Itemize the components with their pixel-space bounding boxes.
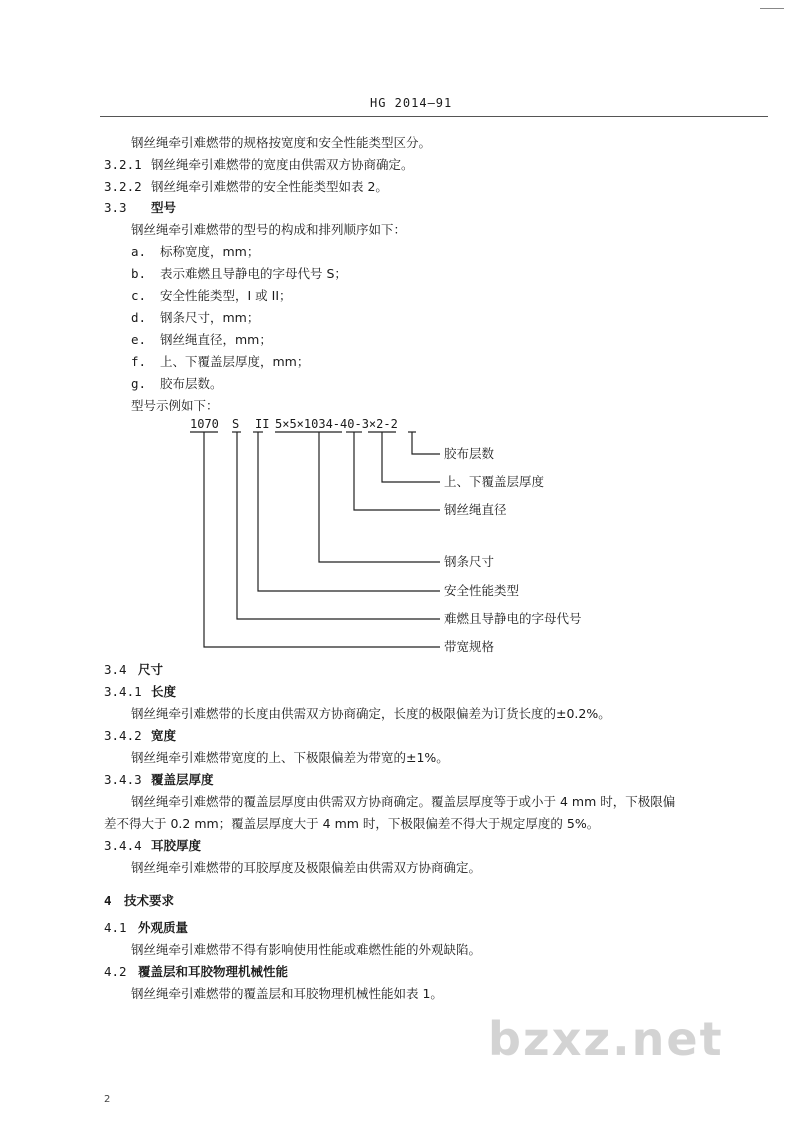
section-number-3-2-2: 3.2.2: [104, 179, 142, 194]
section-number-4-1: 4.1: [104, 920, 127, 935]
list-item: 表示难燃且导静电的字母代号 S；: [160, 266, 347, 281]
label-cover-thickness: 上、下覆盖层厚度: [444, 474, 545, 489]
section-number-3-4-2: 3.4.2: [104, 728, 142, 743]
section-title-3-3: 型号: [151, 200, 177, 215]
paragraph-length: 钢丝绳牵引难燃带的长度由供需双方协商确定，长度的极限偏差为订货长度的±0.2%。: [131, 706, 611, 721]
section-number-3-3: 3.3: [104, 200, 127, 215]
list-mark: b.: [131, 266, 147, 281]
model-part-width: 1070: [190, 417, 219, 431]
model-part-code: S: [232, 417, 240, 431]
label-width-spec: 带宽规格: [444, 639, 495, 654]
section-number-3-4-3: 3.4.3: [104, 772, 142, 787]
paragraph-model-intro: 钢丝绳牵引难燃带的型号的构成和排列顺序如下：: [131, 222, 407, 237]
section-title-3-4: 尺寸: [138, 662, 164, 677]
paragraph-cover-thickness-2: 差不得大于 0.2 mm；覆盖层厚度大于 4 mm 时，下极限偏差不得大于规定厚度的 5%。: [104, 816, 600, 831]
standard-code-header: HG 2014—91: [370, 96, 453, 110]
model-part-safety-type: II: [255, 417, 270, 431]
list-mark: g.: [131, 376, 147, 391]
list-item: 胶布层数。: [160, 376, 223, 391]
paragraph-width: 钢丝绳牵引难燃带宽度的上、下极限偏差为带宽的±1%。: [131, 750, 449, 765]
section-title-4-2: 覆盖层和耳胶物理机械性能: [138, 964, 289, 979]
section-number-4: 4: [104, 893, 112, 908]
label-safety-type: 安全性能类型: [444, 583, 520, 598]
section-title-4-1: 外观质量: [138, 920, 189, 935]
section-title-3-4-2: 宽度: [151, 728, 177, 743]
section-title-3-4-1: 长度: [151, 684, 177, 699]
label-letter-code: 难燃且导静电的字母代号: [444, 611, 582, 626]
section-text-3-2-1: 钢丝绳牵引难燃带的宽度由供需双方协商确定。: [151, 157, 414, 172]
list-mark: f.: [131, 354, 147, 369]
section-number-4-2: 4.2: [104, 964, 127, 979]
page-mark: 2: [104, 1094, 111, 1105]
paragraph-cover-thickness-1: 钢丝绳牵引难燃带的覆盖层厚度由供需双方协商确定。覆盖层厚度等于或小于 4 mm 时，下极限偏: [131, 794, 676, 809]
list-mark: a.: [131, 244, 147, 259]
label-steel-dimensions: 钢条尺寸: [444, 554, 495, 569]
model-part-dimensions: 5×5×1034-40-3×2-2: [275, 417, 398, 431]
list-item: 标称宽度，mm；: [160, 244, 260, 259]
list-item: 钢条尺寸，mm；: [160, 310, 260, 325]
list-mark: d.: [131, 310, 147, 325]
section-number-3-4-1: 3.4.1: [104, 684, 142, 699]
list-item: 安全性能类型，I 或 II；: [160, 288, 292, 303]
section-number-3-4-4: 3.4.4: [104, 838, 142, 853]
paragraph-edge-rubber: 钢丝绳牵引难燃带的耳胶厚度及极限偏差由供需双方协商确定。: [131, 860, 482, 875]
label-cord-diameter: 钢丝绳直径: [444, 502, 507, 517]
section-number-3-2-1: 3.2.1: [104, 157, 142, 172]
paragraph-appearance: 钢丝绳牵引难燃带不得有影响使用性能或难燃性能的外观缺陷。: [131, 942, 482, 957]
section-text-3-2-2: 钢丝绳牵引难燃带的安全性能类型如表 2。: [151, 179, 388, 194]
paragraph-physical-properties: 钢丝绳牵引难燃带的覆盖层和耳胶物理机械性能如表 1。: [131, 986, 443, 1001]
example-intro: 型号示例如下：: [131, 398, 219, 413]
section-number-3-4: 3.4: [104, 662, 127, 677]
label-fabric-plies: 胶布层数: [444, 446, 495, 461]
list-mark: e.: [131, 332, 147, 347]
paragraph-spec: 钢丝绳牵引难燃带的规格按宽度和安全性能类型区分。: [131, 135, 432, 150]
list-item: 上、下覆盖层厚度，mm；: [160, 354, 310, 369]
list-mark: c.: [131, 288, 147, 303]
section-title-3-4-4: 耳胶厚度: [151, 838, 202, 853]
list-item: 钢丝绳直径，mm；: [160, 332, 272, 347]
section-title-4: 技术要求: [124, 893, 175, 908]
section-title-3-4-3: 覆盖层厚度: [151, 772, 214, 787]
watermark: bzxz.net: [488, 1012, 724, 1066]
